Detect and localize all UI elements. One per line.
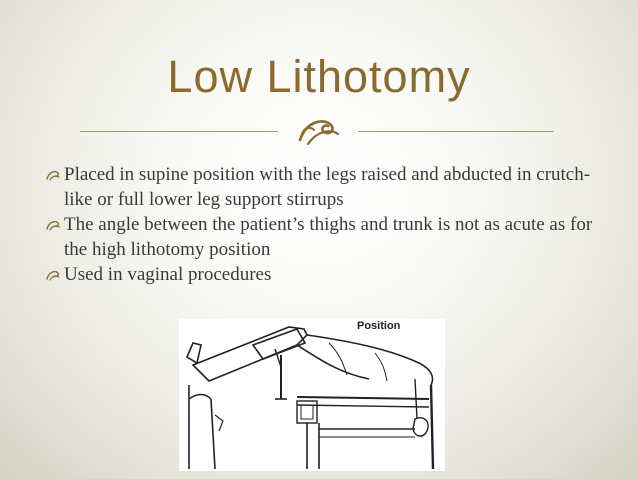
bullet-item [46,262,616,287]
bullet-text: Placed in supine position with the legs raised and abducted in crutch-like or full lower leg support stirrups [64,164,591,210]
figure-caption-fragment: Position [357,320,401,332]
flourish-bullet-icon [46,269,60,281]
title-divider-right [358,131,554,132]
bullet-item [46,162,616,212]
flourish-icon [294,114,342,148]
flourish-bullet-icon [46,219,60,231]
bullet-list [46,162,616,287]
lithotomy-illustration [179,319,445,471]
bullet-item [46,212,616,262]
slide-title: Low Lithotomy [167,51,471,102]
flourish-bullet-icon [46,169,60,181]
lithotomy-drawing [179,319,445,471]
bullet-text: The angle between the patient’s thighs and trunk is not as acute as for the high lithotomy position [64,214,593,260]
title-divider-left [80,131,278,132]
bullet-text: Used in vaginal procedures [64,264,272,285]
